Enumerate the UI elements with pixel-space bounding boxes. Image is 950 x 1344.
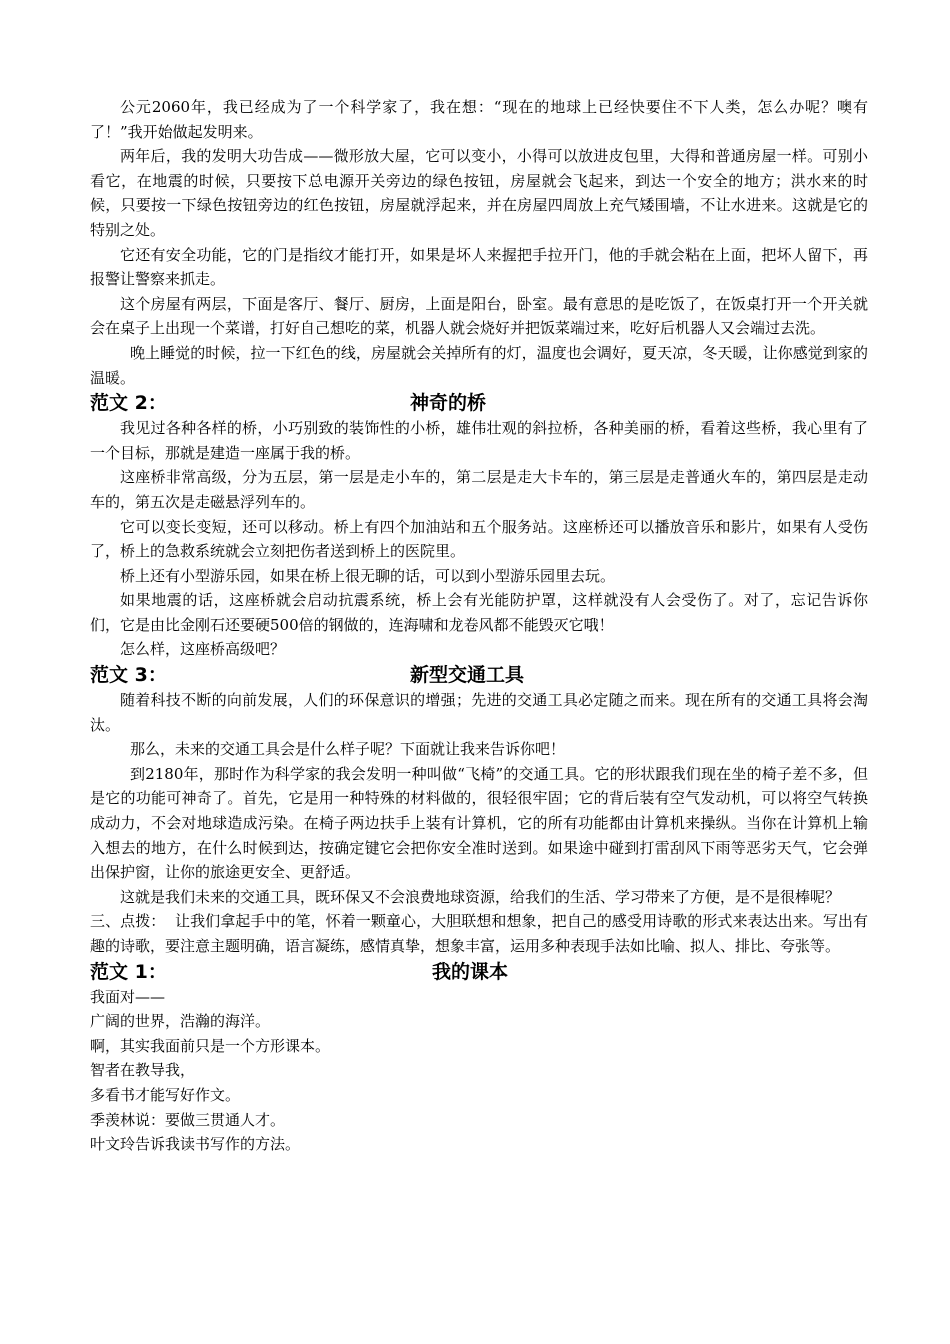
paragraph: 晚上睡觉的时候，拉一下红色的线，房屋就会关掉所有的灯，温度也会调好，夏天凉，冬天暖，让你感觉到家的温暖。 xyxy=(90,343,868,387)
paragraph: 到2180年，那时作为科学家的我会发明一种叫做“飞椅”的交通工具。它的形状跟我们现在坐的椅子差不多，但是它的功能可神奇了。首先，它是用一种特殊的材料做的，很轻很牢固；它的背后装有空气发动机，可以将空气转换成动力，不会对地球造成污染。在椅子两边扶手上装有计算机，它的所有功能都由计算机来操纵。当你在计算机上输入想去的地方，在什么时候到达，按确定键它会把你安全准时送到。如果途中碰到打雷刮风下雨等恶劣天气，它会弹出保护窗，让你的旅途更安全、更舒适。 xyxy=(90,764,868,882)
poem-line: 啊，其实我面前只是一个方形课本。 xyxy=(90,1036,331,1055)
section-heading xyxy=(90,959,868,985)
document-page xyxy=(90,95,868,1157)
poem-line: 多看书才能写好作文。 xyxy=(90,1085,241,1104)
essay-3-body xyxy=(90,688,868,909)
section-heading xyxy=(90,390,868,416)
paragraph: 这座桥非常高级，分为五层，第一层是走小车的，第二层是走大卡车的，第三层是走普通火车的，第四层是走动车的，第五次是走磁悬浮列车的。 xyxy=(90,468,868,511)
essay-1-body xyxy=(90,95,868,390)
section-label: 范文 3： xyxy=(90,664,167,687)
paragraph: 我见过各种各样的桥，小巧别致的装饰性的小桥，雄伟壮观的斜拉桥，各种美丽的桥，看着这些桥，我心里有了一个目标，那就是建造一座属于我的桥。 xyxy=(90,419,868,462)
poem-line: 季羡林说：要做三贯通人才。 xyxy=(90,1110,286,1129)
section-title: 新型交通工具 xyxy=(410,664,525,687)
section-title: 神奇的桥 xyxy=(410,392,487,415)
paragraph: 如果地震的话，这座桥就会启动抗震系统，桥上会有光能防护罩，这样就没有人会受伤了。对了，忘记告诉你们，它是由比金刚石还要硬500倍的钢做的，连海啸和龙卷风都不能毁灭它哦！ xyxy=(90,591,868,634)
paragraph: 那么，未来的交通工具会是什么样子呢？下面就让我来告诉你吧！ xyxy=(130,740,566,759)
poem-body xyxy=(90,985,868,1157)
paragraph: 怎么样，这座桥高级吧？ xyxy=(120,640,286,659)
poem-line: 我面对—— xyxy=(90,987,166,1006)
paragraph: 两年后，我的发明大功告成——微形放大屋，它可以变小，小得可以放进皮包里，大得和普通房屋一样。可别小看它，在地震的时候，只要按下总电源开关旁边的绿色按钮，房屋就会飞起来，到达一个安全的地方；洪水来的时候，只要按一下绿色按钮旁边的红色按钮，房屋就浮起来，并在房屋四周放上充气矮围墙，不让水进来。这就是它的特别之处。 xyxy=(90,147,868,239)
guidance-paragraph: 三、点拨： 让我们拿起手中的笔，怀着一颗童心，大胆联想和想象，把自己的感受用诗歌的形式来表达出来。写出有趣的诗歌，要注意主题明确，语言凝练，感情真挚，想象丰富，运用多种表现手法如比喻、拟人、排比、夸张等。 xyxy=(90,912,868,955)
paragraph: 这就是我们未来的交通工具，既环保又不会浪费地球资源，给我们的生活、学习带来了方便，是不是很棒呢？ xyxy=(120,887,841,906)
paragraph: 它还有安全功能，它的门是指纹才能打开，如果是坏人来握把手拉开门，他的手就会粘在上面，把坏人留下，再报警让警察来抓走。 xyxy=(90,245,868,289)
section-title: 我的课本 xyxy=(432,960,509,983)
paragraph: 公元2060年，我已经成为了一个科学家了，我在想：“现在的地球上已经快要住不下人类，怎么办呢？噢有了！”我开始做起发明来。 xyxy=(90,98,868,141)
poem-line: 广阔的世界，浩瀚的海洋。 xyxy=(90,1012,271,1031)
section-heading xyxy=(90,662,868,688)
paragraph: 随着科技不断的向前发展，人们的环保意识的增强；先进的交通工具必定随之而来。现在所有的交通工具将会淘汰。 xyxy=(90,691,868,734)
paragraph: 桥上还有小型游乐园，如果在桥上很无聊的话，可以到小型游乐园里去玩。 xyxy=(120,566,616,585)
poem-line: 智者在教导我， xyxy=(90,1061,196,1080)
section-label: 范文 2： xyxy=(90,392,167,415)
poem-line: 叶文玲告诉我读书写作的方法。 xyxy=(90,1135,301,1154)
paragraph: 它可以变长变短，还可以移动。桥上有四个加油站和五个服务站。这座桥还可以播放音乐和影片，如果有人受伤了，桥上的急救系统就会立刻把伤者送到桥上的医院里。 xyxy=(90,517,868,561)
essay-2-body xyxy=(90,416,868,662)
section-label: 范文 1： xyxy=(90,960,167,983)
paragraph: 这个房屋有两层，下面是客厅、餐厅、厨房，上面是阳台，卧室。最有意思的是吃饭了，在饭桌打开一个开关就会在桌子上出现一个菜谱，打好自己想吃的菜，机器人就会烧好并把饭菜端过来，吃好后机器人又会端过去洗。 xyxy=(90,294,868,338)
